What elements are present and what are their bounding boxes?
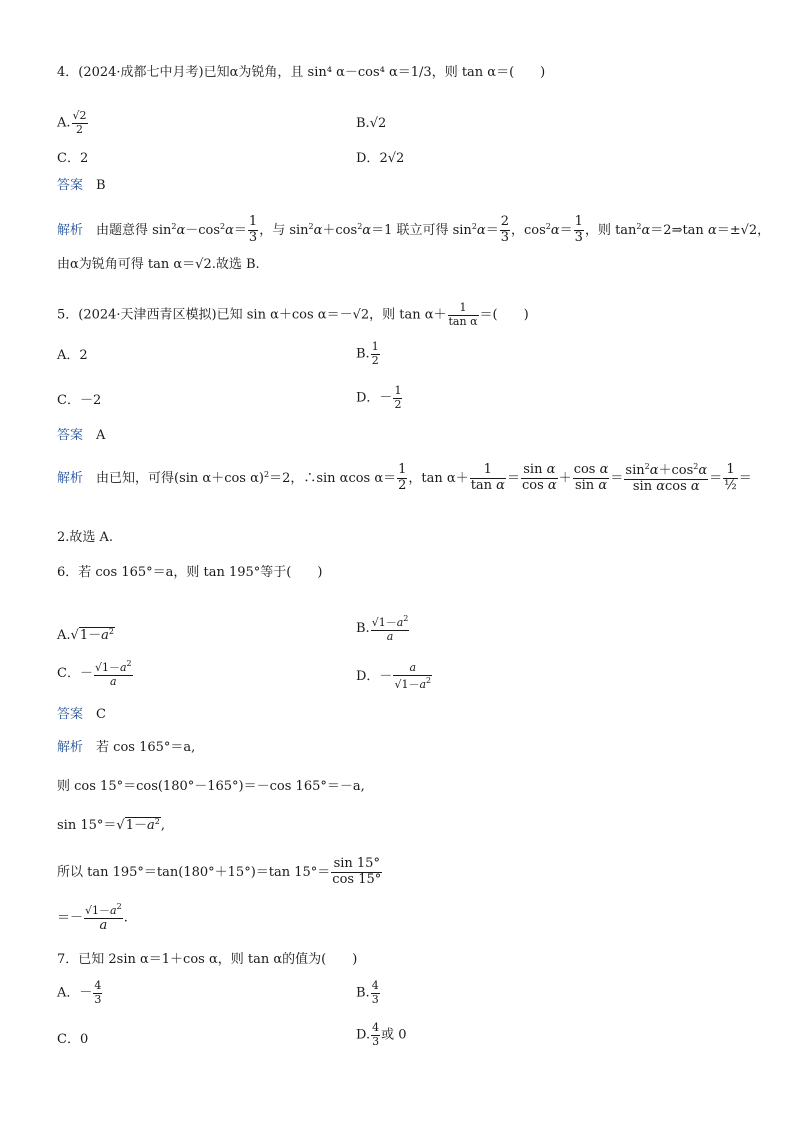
q6-analysis-line-2: 则 cos 15°＝cos(180°－165°)＝－cos 165°＝－a, <box>57 779 365 794</box>
q6-analysis-line-3: $\sin 15^\circ=√1-a^2$, <box>57 817 165 833</box>
q6-answer: 答案 C <box>57 707 106 722</box>
q7-option-d[interactable]: D. $\frac{4}{3}$ 或 0 <box>356 1021 407 1048</box>
q4-option-b[interactable]: B.√2 <box>356 116 387 131</box>
q7-stem: 7．已知 2sin α＝1＋cos α，则 tan α的值为( ) <box>57 952 358 967</box>
q7-option-b[interactable]: B. $\frac{4}{3}$ <box>356 979 379 1006</box>
q4-answer: 答案 B <box>57 178 106 193</box>
q4-option-a[interactable]: A. $\frac{√2}{2}$ <box>57 109 87 136</box>
q4-option-d[interactable]: D．2√2 <box>356 151 405 166</box>
q4-stem: 4．(2024·成都七中月考)已知α为锐角，且 sin⁴ α－cos⁴ α＝1/3，则 tan α＝( ) <box>57 65 546 80</box>
q5-answer: 答案 A <box>57 428 106 443</box>
q6-analysis-line-4: 所以 tan 195°＝tan(180°＋15°)＝tan 15°＝ $\frac{\sin 15^\circ}{\cos 15^\circ}$ <box>57 856 382 887</box>
q6-analysis-line-5: ＝－ $\frac{√1-a^2}{a}$ . <box>57 902 128 933</box>
q6-option-d[interactable]: D．－ $\frac{a}{√1-a^2}$ <box>356 661 432 691</box>
q6-option-c[interactable]: C．－ $\frac{√1-a^2}{a}$ <box>57 659 132 688</box>
q6-stem: 6．若 cos 165°＝a，则 tan 195°等于( ) <box>57 565 323 580</box>
q7-option-a[interactable]: A．－ $\frac{4}{3}$ <box>57 979 102 1006</box>
q4-analysis-line-2: 由α为锐角可得 tan α＝√2.故选 B. <box>57 257 260 272</box>
q6-option-b[interactable]: B. $\frac{√1-a^2}{a}$ <box>356 614 409 643</box>
q4-analysis-line-1: 解析 由题意得 $\sin^2\alpha-\cos^2\alpha=$ $\frac{1}{3}$ ，与 $\sin^2\alpha+\cos^2\alpha=1$ 联立可得 $\sin^2\alpha=$ $\frac{2}{3}$ ，$\cos^2\alpha=$ $\frac{1}{3}$ ，则 $\tan^2\alpha=2\Rightarrow\tan$ α＝±√2， <box>57 214 771 245</box>
q5-stem: 5．(2024·天津西青区模拟)已知 sin α＋cos α＝－√2，则 tan α＋ $\frac{1}{\text{tan α}}$ ＝( ) <box>57 301 529 328</box>
q5-option-b[interactable]: B. $\frac{1}{2}$ <box>356 340 379 367</box>
q5-option-a[interactable]: A．2 <box>57 348 88 363</box>
q7-option-c[interactable]: C．0 <box>57 1032 89 1047</box>
q6-analysis-line-1: 解析 若 cos 165°＝a, <box>57 740 196 755</box>
q5-option-d[interactable]: D．－ $\frac{1}{2}$ <box>356 384 402 411</box>
q5-analysis-line-2: 2.故选 A. <box>57 530 114 545</box>
q4-option-c[interactable]: C．2 <box>57 151 89 166</box>
q5-analysis-line-1: 解析 由已知，可得(sin α＋cos α)$^2$＝2，∴sin αcos α＝ $\frac{1}{2}$ ，tan α＋ $\frac{1}{\text{tan α}}$ ＝ $\frac{\text{sin α}}{\text{cos α}}$ ＋ $\frac{\text{cos α}}{\text{sin α}}$ ＝ $\frac{\sin^2\alpha+\cos^2\alpha}{\text{sin αcos α}}$ ＝ $\frac{1}{\text{½}}$ ＝ <box>57 462 752 494</box>
q5-option-c[interactable]: C．－2 <box>57 393 102 408</box>
q6-option-a[interactable]: $A.√1-a^2$ <box>57 627 114 643</box>
